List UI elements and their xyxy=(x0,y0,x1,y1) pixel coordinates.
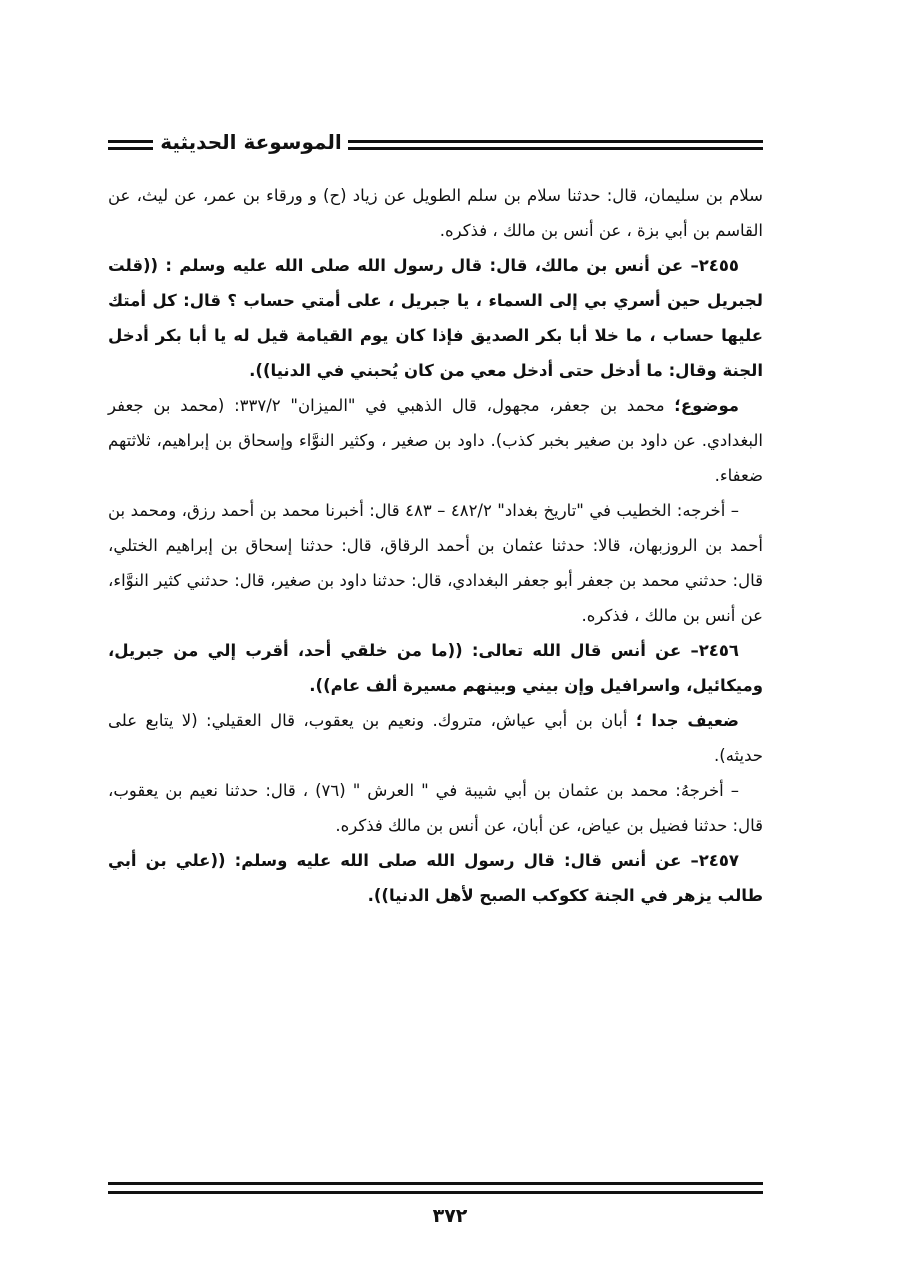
header-rule-left xyxy=(108,140,153,150)
grading-label: موضوع؛ xyxy=(674,396,740,415)
hadith-2456: ٢٤٥٦– عن أنس قال الله تعالى: ((ما من خلقي أحد، أقرب إلي من جبريل، وميكائيل، واسرافيل وإن بيني وبينهم مسيرة ألف عام)). xyxy=(108,641,763,695)
grading-2456 xyxy=(108,703,763,773)
header-rule-right xyxy=(348,140,763,150)
page-number: ٣٧٢ xyxy=(432,1205,468,1227)
hadith-2455: ٢٤٥٥– عن أنس بن مالك، قال: قال رسول الله صلى الله عليه وسلم : ((قلت لجبريل حين أسري بي إلى السماء ، يا جبريل ، على أمتي حساب ؟ قال: كل أمتك عليها حساب ، ما خلا أبا بكر الصديق فإذا كان يوم القيامة قيل له يا أبا بكر أدخل الجنة وقال: ما أدخل حتى أدخل معي من كان يُحبني في الدنيا)). xyxy=(108,256,763,380)
hadith-2457: ٢٤٥٧– عن أنس قال: قال رسول الله صلى الله عليه وسلم: ((علي بن أبي طالب يزهر في الجنة ككوكب الصبح لأهل الدنيا)). xyxy=(108,851,763,905)
grading-text: محمد بن جعفر، مجهول، قال الذهبي في "الميزان" ٣٣٧/٢: (محمد بن جعفر البغدادي. عن داود بن صغير بخبر كذب). داود بن صغير ، وكثير النوَّاء وإسحاق بن إبراهيم، ثلاثتهم ضعفاء. xyxy=(108,396,763,485)
page-body xyxy=(108,178,763,913)
takhrij-2456: – أخرجهُ: محمد بن عثمان بن أبي شيبة في " العرش " (٧٦) ، قال: حدثنا نعيم بن يعقوب، قال: حدثنا فضيل بن عياض، عن أبان، عن أنس بن مالك فذكره. xyxy=(108,781,763,835)
grading-2455 xyxy=(108,388,763,493)
footer-rule xyxy=(108,1182,763,1194)
paragraph-isnad-continuation: سلام بن سليمان، قال: حدثنا سلام بن سلم الطويل عن زياد (ح) و ورقاء بن عمر، عن ليث، عن القاسم بن أبي بزة ، عن أنس بن مالك ، فذكره. xyxy=(108,186,763,240)
running-header xyxy=(108,128,763,162)
header-title: الموسوعة الحديثية xyxy=(160,130,342,154)
takhrij-2455: – أخرجه: الخطيب في "تاريخ بغداد" ٤٨٢/٢ – ٤٨٣ قال: أخبرنا محمد بن أحمد رزق، ومحمد بن أحمد بن الروزبهان، قالا: حدثنا عثمان بن أحمد الرقاق، قال: حدثنا إسحاق بن إبراهيم الختلي، قال: حدثني محمد بن جعفر أبو جعفر البغدادي، قال: حدثنا داود بن صغير، قال: حدثني كثير النوَّاء، عن أنس بن مالك ، فذكره. xyxy=(108,501,763,625)
grading-text: أبان بن أبي عياش، متروك. ونعيم بن يعقوب، قال العقيلي: (لا يتابع على حديثه). xyxy=(108,711,763,765)
grading-label: ضعيف جدا ؛ xyxy=(635,711,739,730)
